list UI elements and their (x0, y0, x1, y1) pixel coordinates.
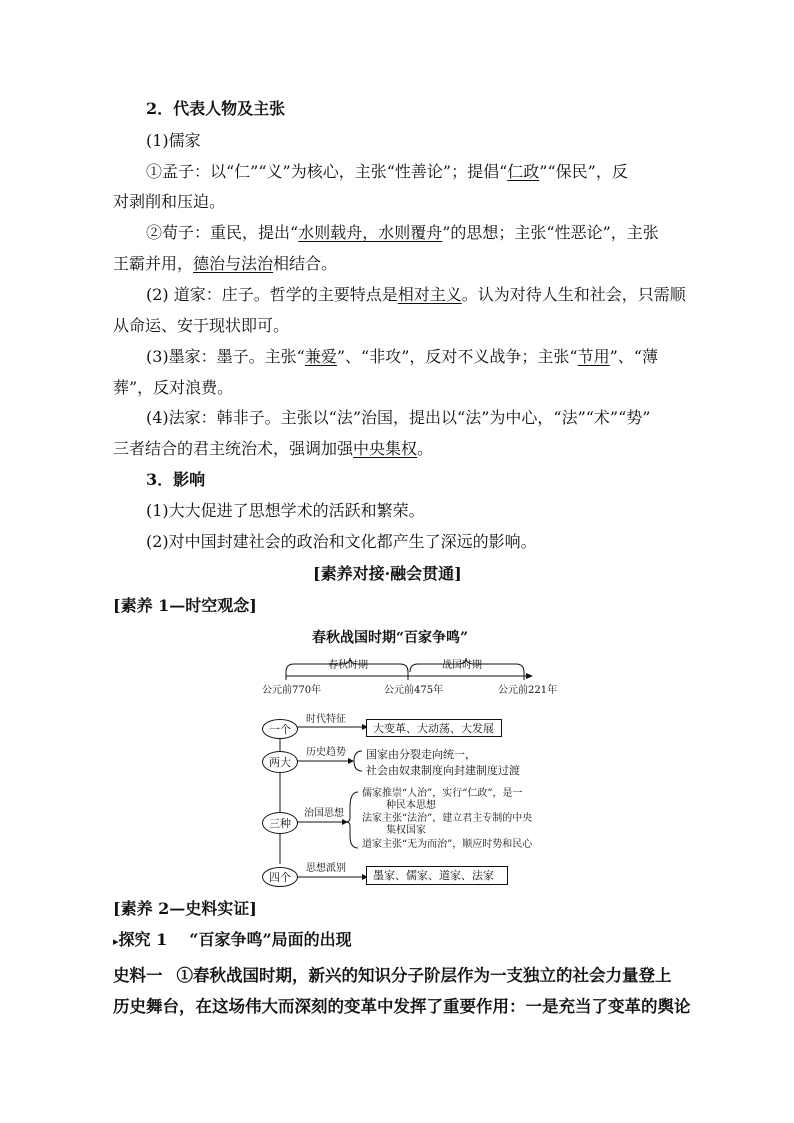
schools-box: 墨家、儒家、道家、法家 (366, 866, 508, 885)
inquiry-heading: ▸探究 1 “百家争鸣”局面的出现 (113, 930, 352, 949)
impact-item: (2)对中国封建社会的政治和文化都产生了深远的影响。 (146, 532, 537, 551)
date-label: 公元前475年 (384, 685, 444, 696)
dao-line2: 从命运、安于现状即可。 (113, 316, 290, 335)
diagram-title: 春秋战国时期“百家争鸣” (312, 630, 469, 646)
dao-line1: (2) 道家：庄子。哲学的主要特点是相对主义。认为对待人生和社会，只需顺 (146, 285, 686, 304)
brace-ideas (346, 792, 358, 848)
source-line2: 历史舞台，在这场伟大而深刻的变革中发挥了重要作用：一是充当了变革的舆论 (113, 997, 691, 1016)
node-oval: 四个 (262, 867, 298, 887)
mo-line1: (3)墨家：墨子。主张“兼爱”、“非攻”，反对不义战争；主张“节用”、“薄 (146, 347, 658, 366)
node-oval: 一个 (262, 719, 298, 739)
edge-label: 思想派别 (306, 863, 346, 874)
section-heading: 2．代表人物及主张 (146, 99, 286, 118)
idea-line: 儒家推崇“人治”，实行“仁政”，是一 (362, 788, 523, 799)
mo-line2: 葬”，反对浪费。 (113, 378, 234, 397)
idea-line: 集权国家 (386, 825, 426, 836)
literacy-title: [素养对接·融会贯通] (313, 564, 462, 583)
source-line1: 史料一 ①春秋战国时期，新兴的知识分子阶层作为一支独立的社会力量登上 (113, 966, 672, 985)
edge-label: 治国思想 (304, 808, 344, 819)
period-label: 春秋时期 (328, 660, 368, 671)
idea-line: 法家主张“法治”，建立君主专制的中央 (362, 813, 533, 824)
xunzi-line1: ②荀子：重民，提出“水则载舟，水则覆舟”的思想；主张“性恶论”，主张 (146, 223, 659, 242)
period-label: 战国时期 (442, 660, 482, 671)
mengzi-line2: 对剥削和压迫。 (113, 192, 226, 211)
timeline-arrow (526, 673, 533, 679)
fa-line2: 三者结合的君主统治术，强调加强中央集权。 (113, 439, 434, 458)
impact-item: (1)大大促进了思想学术的活跃和繁荣。 (146, 501, 425, 520)
literacy-heading-1: [素养 1—时空观念] (113, 596, 257, 615)
date-label: 公元前770年 (262, 685, 322, 696)
fa-line1: (4)法家：韩非子。主张以“法”治国，提出以“法”为中心，“法”“术”“势” (146, 408, 651, 427)
feature-box: 大变革、大动荡、大发展 (366, 719, 502, 737)
trend-line: 社会由奴隶制度向封建制度过渡 (366, 764, 520, 777)
mengzi-line1: ①孟子：以“仁”“义”为核心，主张“性善论”；提倡“仁政”“保民”，反 (146, 162, 628, 181)
ru-title: (1)儒家 (146, 131, 201, 150)
node-oval: 两大 (262, 751, 298, 773)
edge-label: 历史趋势 (306, 747, 346, 758)
idea-line: 种民本思想 (386, 800, 436, 811)
date-label: 公元前221年 (498, 685, 558, 696)
brace-trend (354, 751, 362, 771)
section-heading: 3．影响 (146, 470, 206, 489)
idea-line: 道家主张“无为而治”，顺应时势和民心 (362, 839, 533, 850)
triangle-marker-icon: ▸ (113, 935, 119, 948)
node-oval: 三种 (262, 812, 298, 834)
xunzi-line2: 王霸并用，德治与法治相结合。 (113, 254, 338, 273)
edge-label: 时代特征 (306, 714, 346, 725)
literacy-heading-2: [素养 2—史料实证] (113, 899, 257, 918)
trend-line: 国家由分裂走向统一， (366, 748, 476, 761)
